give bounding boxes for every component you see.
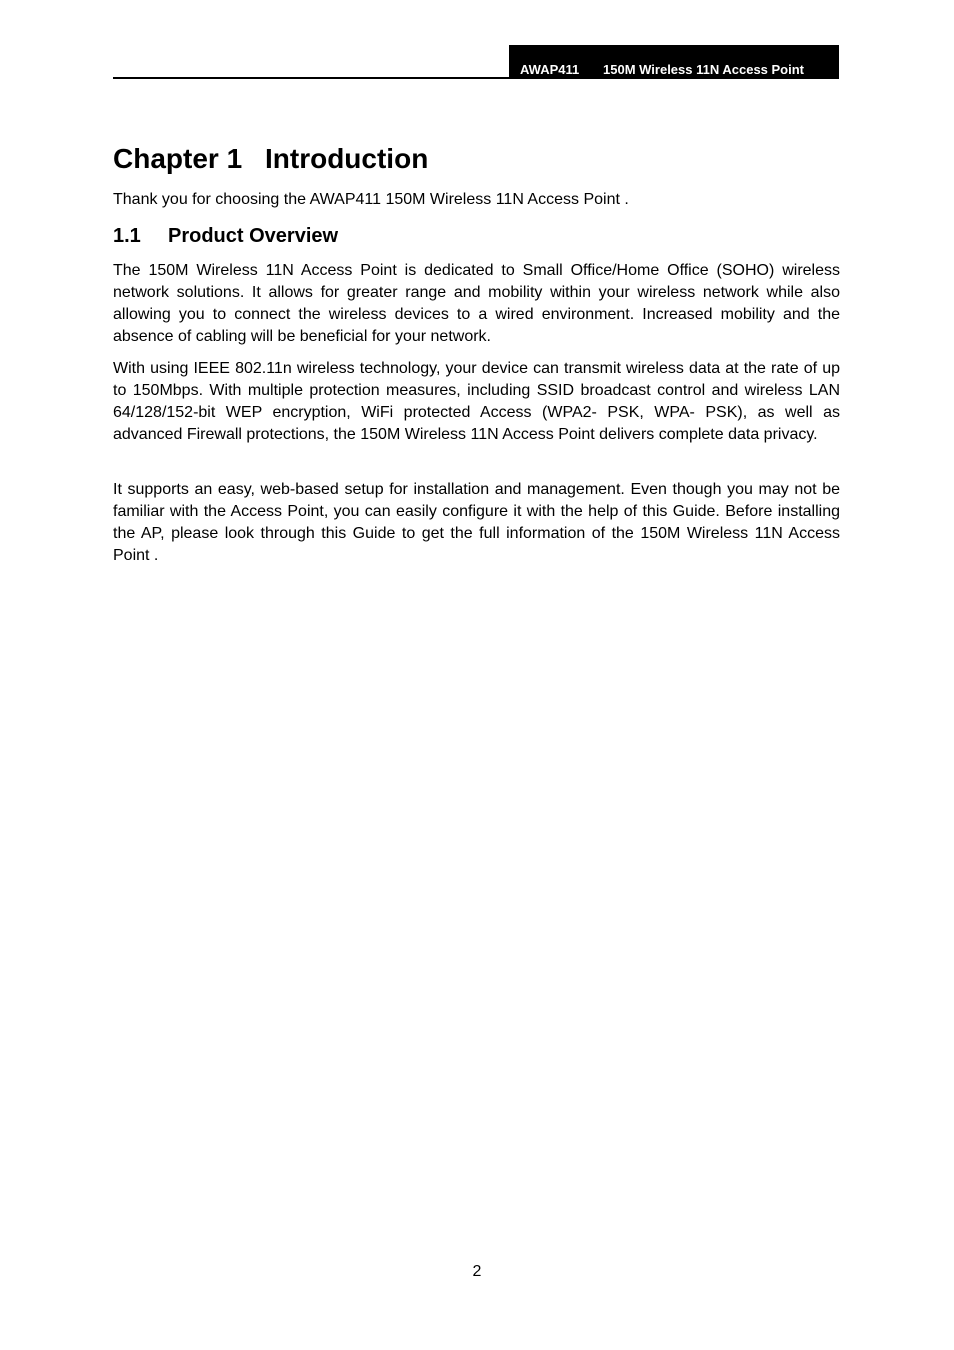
overview-paragraph-2: With using IEEE 802.11n wireless technology, your device can transmit wireless data at the rate of up to 150Mbps. With multiple protection measures, including SSID broadcast control and wireless LAN 64/128/152-bit WEP encryption, WiFi protected Access (WPA2- PSK, WPA- PSK), as well as advanced Firewall protections, the 150M Wireless 11N Access Point delivers complete data privacy. <box>113 360 840 443</box>
section-name: Product Overview <box>168 225 339 247</box>
header-product-name: 150M Wireless 11N Access Point <box>603 62 805 77</box>
chapter-number: Chapter 1 <box>113 143 243 174</box>
page-number: 2 <box>472 1263 482 1280</box>
chapter-title <box>113 141 428 177</box>
overview-paragraph-1: The 150M Wireless 11N Access Point is dedicated to Small Office/Home Office (SOHO) wireless network solutions. It allows for greater range and mobility within your wireless network while also allowing you to connect the wireless devices to a wired environment. Increased mobility and the absence of cabling will be beneficial for your network. <box>113 262 840 345</box>
chapter-name: Introduction <box>265 143 429 174</box>
overview-paragraph-3: It supports an easy, web-based setup for installation and management. Even though you may not be familiar with the Access Point, you can easily configure it with the help of this Guide. Before installing the AP, please look through this Guide to get the full information of the 150M Wireless 11N Access Point . <box>113 481 840 564</box>
section-title <box>113 223 338 249</box>
running-header <box>509 45 839 79</box>
header-model: AWAP411 <box>520 62 580 77</box>
section-number: 1.1 <box>113 225 141 247</box>
intro-paragraph: Thank you for choosing the AWAP411 150M Wireless 11N Access Point . <box>113 191 629 208</box>
